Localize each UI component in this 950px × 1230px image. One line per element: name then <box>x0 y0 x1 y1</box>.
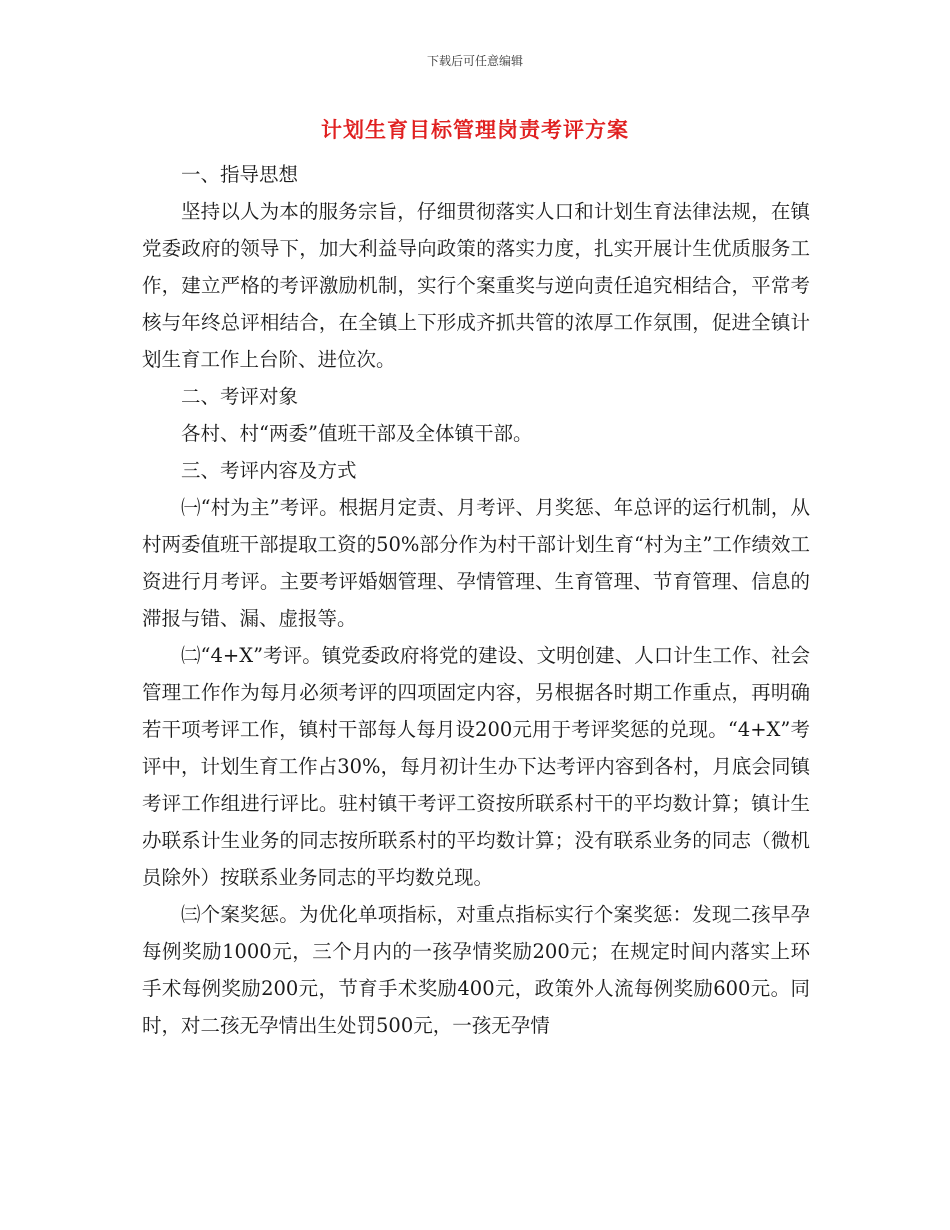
paragraph-4x-evaluation: ㈡“4+X”考评。镇党委政府将党的建设、文明创建、人口计生工作、社会管理工作作为每月必须考评的四项固定内容，另根据各时期工作重点，再明确若干项考评工作，镇村干部每人每月设200元用于考评奖惩的兑现。“4+X”考评中，计划生育工作占30%，每月初计生办下达考评内容到各村，月底会同镇考评工作组进行评比。驻村镇干考评工资按所联系村干的平均数计算；镇计生办联系计生业务的同志按所联系村的平均数计算；没有联系业务的同志（微机员除外）按联系业务同志的平均数兑现。 <box>142 644 810 889</box>
section-heading-guiding-ideology: 一、指导思想 <box>181 163 299 186</box>
paragraph-village-evaluation: ㈠“村为主”考评。根据月定责、月考评、月奖惩、年总评的运行机制，从村两委值班干部提取工资的50%部分作为村干部计划生育“村为主”工作绩效工资进行月考评。主要考评婚姻管理、孕情管理、生育管理、节育管理、信息的滞报与错、漏、虚报等。 <box>142 496 810 630</box>
paragraph-evaluation-targets: 各村、村“两委”值班干部及全体镇干部。 <box>181 422 533 445</box>
document-title: 计划生育目标管理岗责考评方案 <box>321 117 629 142</box>
paragraph-guiding-ideology: 坚持以人为本的服务宗旨，仔细贯彻落实人口和计划生育法律法规，在镇党委政府的领导下，加大利益导向政策的落实力度，扎实开展计生优质服务工作，建立严格的考评激励机制，实行个案重奖与逆向责任追究相结合，平常考核与年终总评相结合，在全镇上下形成齐抓共管的浓厚工作氛围，促进全镇计划生育工作上台阶、进位次。 <box>142 200 810 371</box>
section-heading-content-and-methods: 三、考评内容及方式 <box>181 459 357 482</box>
section-heading-evaluation-targets: 二、考评对象 <box>181 385 299 408</box>
document-body <box>142 156 810 1044</box>
page-header: 下载后可任意编辑 <box>426 54 523 68</box>
paragraph-case-rewards: ㈢个案奖惩。为优化单项指标，对重点指标实行个案奖惩：发现二孩早孕每例奖励1000元，三个月内的一孩孕情奖励200元；在规定时间内落实上环手术每例奖励200元，节育手术奖励400元，政策外人流每例奖励600元。同时，对二孩无孕情出生处罚500元，一孩无孕情 <box>142 903 810 1037</box>
